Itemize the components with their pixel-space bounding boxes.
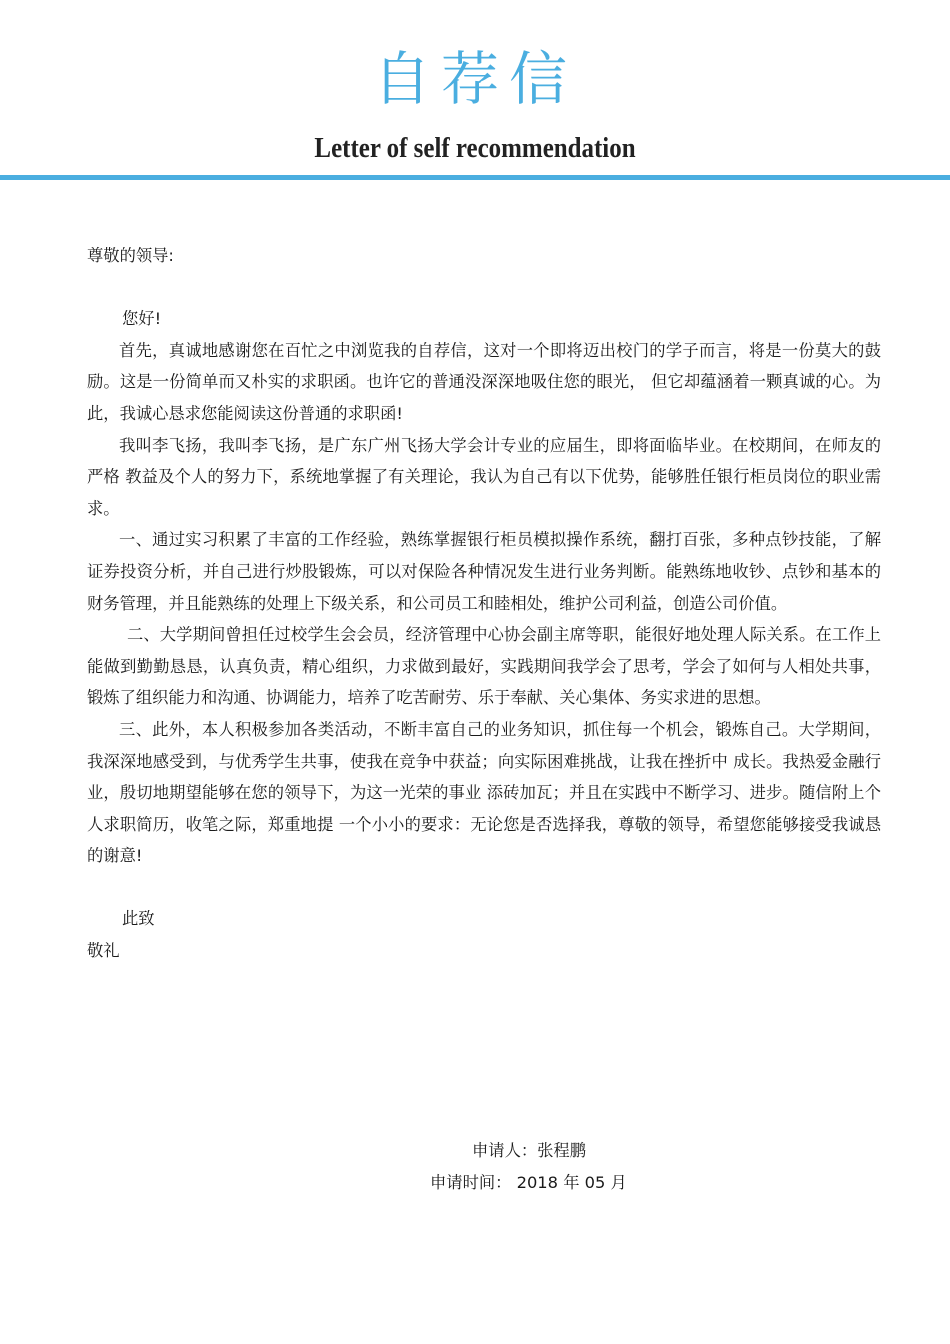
application-date: 申请时间： 2018 年 05 月: [430, 1173, 627, 1192]
paragraph-strength-1: 一、通过实习积累了丰富的工作经验，熟练掌握银行柜员模拟操作系统，翻打百张，多种点钞技能，了解证券投资分析，并自己进行炒股锻炼，可以对保险各种情况发生进行业务判断。能熟练地收钞、点钞和基本的财务管理，并且能熟练的处理上下级关系，和公司员工和睦相处，维护公司利益，创造公司价值。: [87, 530, 881, 613]
paragraph-strength-2: 二、大学期间曾担任过校学生会会员，经济管理中心协会副主席等职，能很好地处理人际关系。在工作上能做到勤勤恳恳，认真负责，精心组织，力求做到最好，实践期间我学会了思考，学会了如何与人相处共事，锻炼了组织能力和沟通、协调能力，培养了吃苦耐劳、乐于奉献、关心集体、务实求进的思想。: [87, 625, 881, 708]
letter-title: 自荐信: [372, 45, 577, 113]
letter-subtitle: Letter of self recommendation: [314, 132, 636, 164]
salutation: 尊敬的领导:: [87, 246, 174, 265]
greeting: 您好!: [122, 309, 162, 329]
paragraph-intro: 首先，真诚地感谢您在百忙之中浏览我的自荐信，这对一个即将迈出校门的学子而言，将是一份莫大的鼓励。这是一份简单而又朴实的求职函。也许它的普通没深深地吸住您的眼光， 但它却蕴涵着一颗真诚的心。为此，我诚心恳求您能阅读这份普通的求职函!: [87, 340, 881, 423]
paragraph-strength-3: 三、此外，本人积极参加各类活动，不断丰富自己的业务知识，抓住每一个机会，锻炼自己。大学期间，我深深地感受到，与优秀学生共事，使我在竞争中获益；向实际困难挑战，让我在挫折中 成长。我热爱金融行业，殷切地期望能够在您的领导下，为这一光荣的事业 添砖加瓦；并且在实践中不断学习、进步。随信附上个人求职简历，收笔之际，郑重地提 一个小小的要求：无论您是否选择我，尊敬的领导，希望您能够接受我诚恳的谢意!: [87, 719, 881, 866]
header-divider: [0, 175, 950, 180]
closing-line-1: 此致: [122, 909, 155, 929]
paragraph-self-introduction: 我叫李飞扬，我叫李飞扬，是广东广州飞扬大学会计专业的应届生，即将面临毕业。在校期间，在师友的严格 教益及个人的努力下，系统地掌握了有关理论，我认为自己有以下优势，能够胜任银行柜员岗位的职业需求。: [87, 435, 881, 518]
applicant-name: 申请人：张程鹏: [472, 1141, 586, 1160]
closing-line-2: 敬礼: [87, 941, 120, 961]
letter-body: [87, 240, 881, 967]
